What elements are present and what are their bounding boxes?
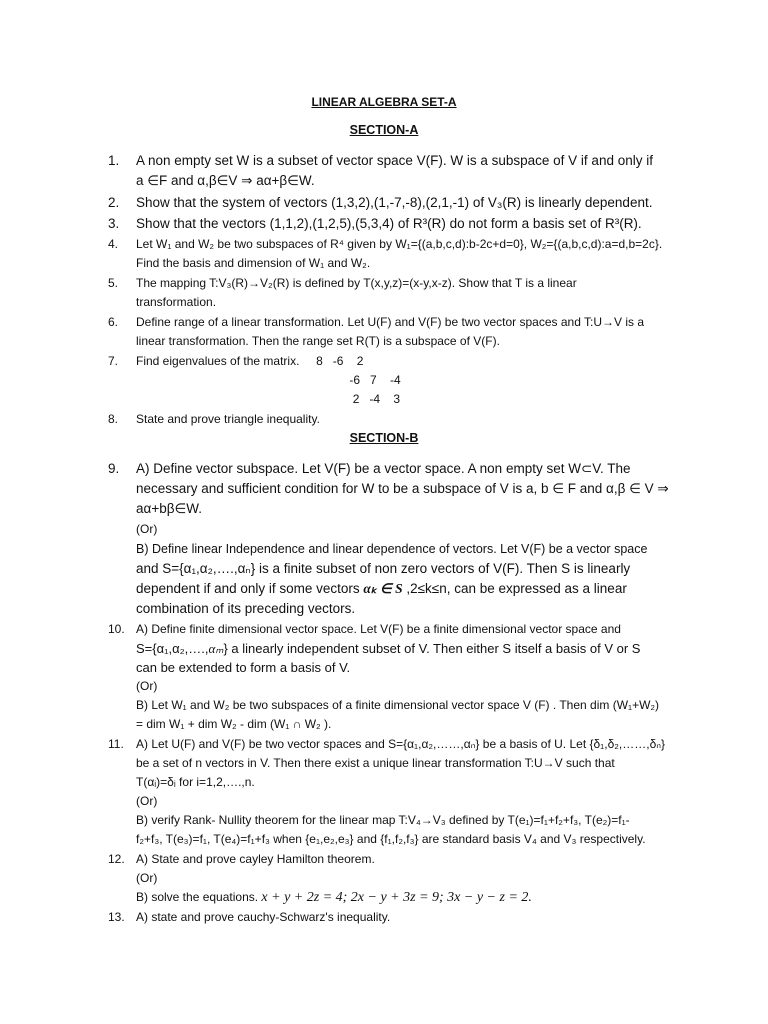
question-6 xyxy=(108,313,683,351)
section-a-questions xyxy=(108,151,683,430)
question-line: = dim W₁ + dim W₂ - dim (W₁ ∩ W₂ ). xyxy=(136,717,332,731)
section-a-heading: SECTION-A xyxy=(349,123,419,137)
question-line: B) Let W₁ and W₂ be two subspaces of a finite dimensional vector space V (F) . Then dim (W₁+W₂) xyxy=(136,698,660,712)
text-run: dependent if and only if some vectors xyxy=(136,581,364,596)
section-b-heading: SECTION-B xyxy=(349,431,419,445)
question-text xyxy=(136,352,683,409)
question-line: Show that the system of vectors (1,3,2),(1,-7,-8),(2,1,-1) of V₃(R) is linearly dependent. xyxy=(136,195,653,210)
text-run: ,2≤k≤n, can be expressed as a linear xyxy=(402,581,627,596)
question-line: State and prove triangle inequality. xyxy=(136,412,320,426)
matrix-line: Find eigenvalues of the matrix. 8 -6 2 xyxy=(136,354,364,368)
question-line: combination of its preceding vectors. xyxy=(136,601,356,616)
question-line: B) verify Rank- Nullity theorem for the linear map T:V₄→V₃ defined by T(e₁)=f₁+f₂+f₃, T(e₂)=f₁- xyxy=(136,813,630,827)
question-text xyxy=(136,850,683,907)
question-line: Define range of a linear transformation. Let U(F) and V(F) be two vector spaces and T:U→V is a xyxy=(136,315,645,329)
question-text xyxy=(136,214,683,234)
or-separator: (Or) xyxy=(136,679,158,693)
question-line: can be extended to form a basis of V. xyxy=(136,660,351,675)
question-1 xyxy=(108,151,683,191)
text-run: S={α₁,α₂,…., xyxy=(136,641,209,656)
question-text xyxy=(136,410,683,429)
question-line: transformation. xyxy=(136,295,217,309)
question-text xyxy=(136,620,683,734)
question-text xyxy=(136,313,683,351)
question-line xyxy=(136,639,683,658)
question-3 xyxy=(108,214,683,234)
question-13 xyxy=(108,908,683,927)
question-line: Let W₁ and W₂ be two subspaces of R⁴ given by W₁={(a,b,c,d):b-2c+d=0}, W₂={(a,b,c,d):a=d,b=2c}. xyxy=(136,237,663,251)
question-line: A non empty set W is a subset of vector space V(F). W is a subspace of V if and only if xyxy=(136,153,653,168)
question-10 xyxy=(108,620,683,734)
question-line: necessary and sufficient condition for W to be a subspace of V is a, b ∈ F and α,β ∈ V ⇒ xyxy=(136,481,669,496)
question-line: The mapping T:V₃(R)→V₂(R) is defined by T(x,y,z)=(x-y,x-z). Show that T is a linear xyxy=(136,276,577,290)
question-text xyxy=(136,274,683,312)
question-line: A) state and prove cauchy-Schwarz's inequality. xyxy=(136,910,391,924)
question-line: and S={α₁,α₂,….,αₙ} is a finite subset of non zero vectors of V(F). Then S is linearly xyxy=(136,561,631,576)
question-number: 4. xyxy=(108,237,119,251)
question-line: A) Define finite dimensional vector space. Let V(F) be a finite dimensional vector space and xyxy=(136,622,621,636)
question-number: 1. xyxy=(108,153,120,168)
text-run: B) solve the equations. xyxy=(136,890,262,904)
math-expression: x + y + 2z = 4; 2x − y + 3z = 9; 3x − y − z = 2. xyxy=(261,890,532,905)
question-number: 2. xyxy=(108,195,120,210)
question-5 xyxy=(108,274,683,312)
question-11 xyxy=(108,735,683,849)
question-text xyxy=(136,908,683,927)
question-line: f₂+f₃, T(e₃)=f₁, T(e₄)=f₁+f₃ when {e₁,e₂,e₃} and {f₁,f₂,f₃} are standard basis V₄ and V₃ respectively. xyxy=(136,832,646,846)
question-number: 3. xyxy=(108,216,120,231)
question-4 xyxy=(108,235,683,273)
question-text xyxy=(136,151,683,191)
question-line: be a set of n vectors in V. Then there exist a unique linear transformation T:U→V such that xyxy=(136,756,615,770)
or-separator: (Or) xyxy=(136,871,158,885)
question-line: Show that the vectors (1,1,2),(1,2,5),(5,3,4) of R³(R) do not form a basis set of R³(R). xyxy=(136,216,642,231)
question-number: 12. xyxy=(108,852,125,866)
question-number: 10. xyxy=(108,622,125,636)
question-text xyxy=(136,735,683,849)
question-line: Find the basis and dimension of W₁ and W₂. xyxy=(136,256,371,270)
text-run: } a linearly independent subset of V. Then either S itself a basis of V or S xyxy=(223,641,641,656)
question-line: T(αᵢ)=δᵢ for i=1,2,….,n. xyxy=(136,775,255,789)
question-line: linear transformation. Then the range set R(T) is a subspace of V(F). xyxy=(136,334,500,348)
question-line: B) Define linear Independence and linear dependence of vectors. Let V(F) be a vector space xyxy=(136,542,648,556)
document-title: LINEAR ALGEBRA SET-A xyxy=(311,95,457,109)
question-text xyxy=(136,235,683,273)
question-number: 5. xyxy=(108,276,119,290)
math-expression: αₘ xyxy=(208,641,224,656)
question-12 xyxy=(108,850,683,907)
question-9 xyxy=(108,459,683,619)
question-number: 6. xyxy=(108,315,119,329)
matrix-line: -6 7 -4 xyxy=(136,373,401,387)
question-line xyxy=(136,888,683,907)
question-number: 8. xyxy=(108,412,119,426)
question-2 xyxy=(108,193,683,213)
question-number: 7. xyxy=(108,354,119,368)
question-line: A) Define vector subspace. Let V(F) be a vector space. A non empty set W⊂V. The xyxy=(136,461,631,476)
question-number: 13. xyxy=(108,910,125,924)
question-number: 9. xyxy=(108,461,120,476)
question-8 xyxy=(108,410,683,429)
question-line xyxy=(136,579,683,599)
question-line: A) Let U(F) and V(F) be two vector spaces and S={α₁,α₂,……,αₙ} be a basis of U. Let {δ₁,δ₂,……,δₙ} xyxy=(136,737,666,751)
or-separator: (Or) xyxy=(136,794,158,808)
question-line: a ∈F and α,β∈V ⇒ aα+β∈W. xyxy=(136,173,315,188)
question-line: A) State and prove cayley Hamilton theorem. xyxy=(136,852,375,866)
math-expression: αₖ ∈ S xyxy=(363,581,403,596)
matrix-line: 2 -4 3 xyxy=(136,392,401,406)
or-separator: (Or) xyxy=(136,522,158,536)
question-text xyxy=(136,193,683,213)
question-number: 11. xyxy=(108,737,124,751)
question-text xyxy=(136,459,683,619)
question-7 xyxy=(108,352,683,409)
section-b-questions xyxy=(108,459,683,928)
question-line: aα+bβ∈W. xyxy=(136,501,202,516)
